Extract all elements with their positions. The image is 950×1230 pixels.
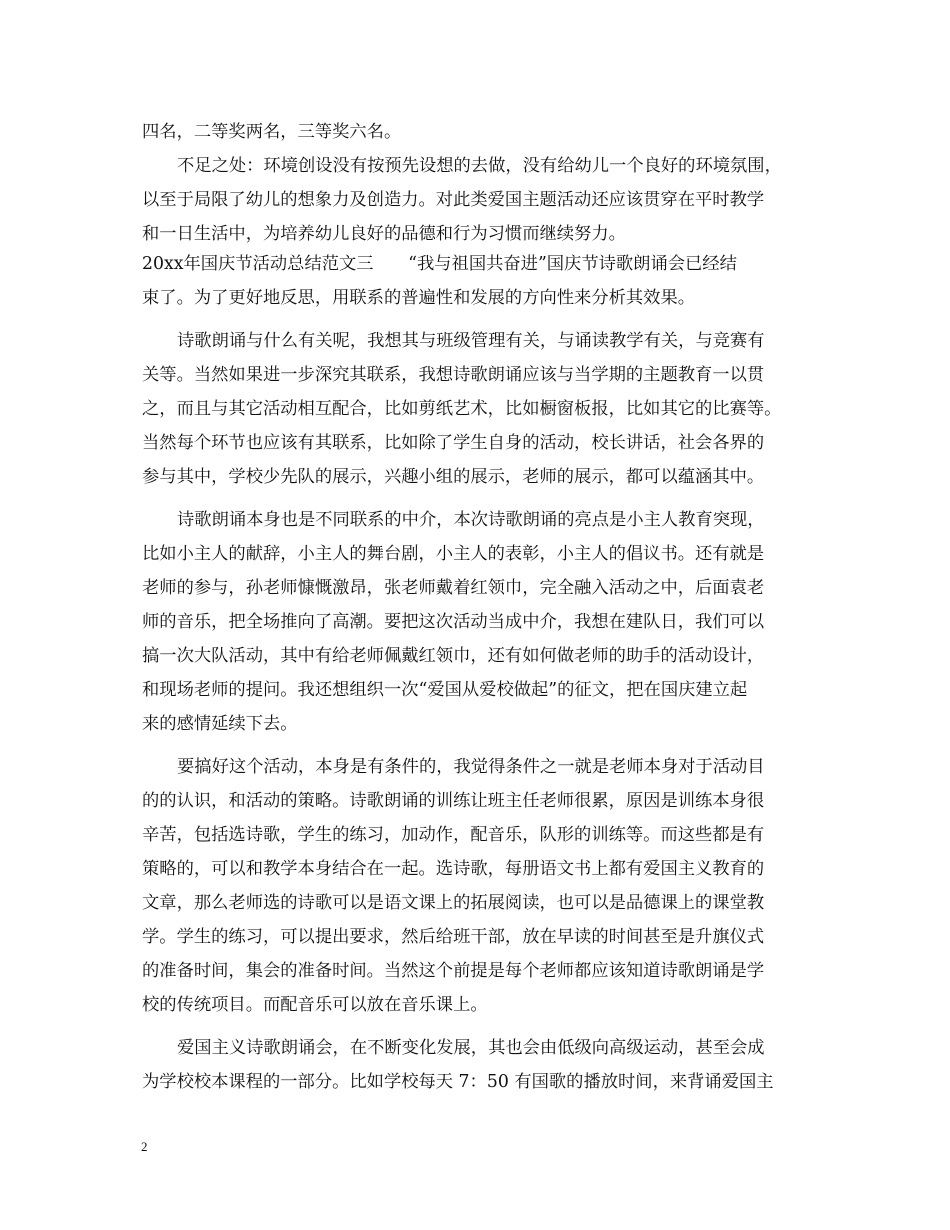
text-line: 和现场老师的提问。我还想组织一次“爱国从爱校做起”的征文，把在国庆建立起 bbox=[142, 680, 748, 700]
text-line: 当然每个环节也应该有其联系，比如除了学生自身的活动，校长讲话，社会各界的 bbox=[142, 433, 765, 453]
text-line: 师的音乐，把全场推向了高潮。要把这次活动当成中介，我想在建队日，我们可以 bbox=[142, 612, 765, 632]
section-heading-line: 20xx年国庆节活动总结范文三 “我与祖国共奋进”国庆节诗歌朗诵会已经结 bbox=[142, 254, 737, 274]
page-number: 2 bbox=[141, 1139, 148, 1154]
text-line: 要搞好这个活动，本身是有条件的，我觉得条件之一就是老师本身对于活动目 bbox=[177, 757, 765, 777]
text-line: 策略的，可以和教学本身结合在一起。选诗歌，每册语文书上都有爱国主义教育的 bbox=[142, 859, 765, 879]
text-line: 的准备时间，集会的准备时间。当然这个前提是每个老师都应该知道诗歌朗诵是学 bbox=[142, 961, 765, 981]
text-line: 比如小主人的献辞，小主人的舞台剧，小主人的表彰，小主人的倡议书。还有就是 bbox=[142, 544, 765, 564]
text-line: 之，而且与其它活动相互配合，比如剪纸艺术，比如橱窗板报，比如其它的比赛等。 bbox=[142, 399, 782, 419]
text-line: 辛苦，包括选诗歌，学生的练习，加动作，配音乐，队形的训练等。而这些都是有 bbox=[142, 825, 765, 845]
text-line: 束了。为了更好地反思，用联系的普遍性和发展的方向性来分析其效果。 bbox=[142, 288, 696, 308]
text-line: 不足之处：环境创设没有按预先设想的去做，没有给幼儿一个良好的环境氛围， bbox=[177, 156, 782, 176]
text-line: 以至于局限了幼儿的想象力及创造力。对此类爱国主题活动还应该贯穿在平时教学 bbox=[142, 190, 765, 210]
text-line: 老师的参与，孙老师慷慨激昂，张老师戴着红领巾，完全融入活动之中，后面袁老 bbox=[142, 578, 765, 598]
text-line: 学。学生的练习，可以提出要求，然后给班干部，放在早读的时间甚至是升旗仪式 bbox=[142, 927, 765, 947]
text-line: 诗歌朗诵与什么有关呢，我想其与班级管理有关，与诵读教学有关，与竞赛有 bbox=[177, 331, 765, 351]
text-line: 文章，那么老师选的诗歌可以是语文课上的拓展阅读，也可以是品德课上的课堂教 bbox=[142, 893, 765, 913]
text-line: 校的传统项目。而配音乐可以放在音乐课上。 bbox=[142, 995, 488, 1015]
text-line: 关等。当然如果进一步深究其联系，我想诗歌朗诵应该与当学期的主题教育一以贯 bbox=[142, 365, 765, 385]
text-line: 诗歌朗诵本身也是不同联系的中介，本次诗歌朗诵的亮点是小主人教育突现， bbox=[177, 510, 765, 530]
text-line: 四名，二等奖两名，三等奖六名。 bbox=[142, 122, 402, 142]
text-line: 搞一次大队活动，其中有给老师佩戴红领巾，还有如何做老师的助手的活动设计， bbox=[142, 646, 765, 666]
text-line: 和一日生活中，为培养幼儿良好的品德和行为习惯而继续努力。 bbox=[142, 224, 626, 244]
text-line: 为学校校本课程的一部分。比如学校每天 7：50 有国歌的播放时间，来背诵爱国主 bbox=[142, 1072, 774, 1092]
text-line: 的的认识，和活动的策略。诗歌朗诵的训练让班主任老师很累，原因是训练本身很 bbox=[142, 791, 765, 811]
text-line: 参与其中，学校少先队的展示，兴趣小组的展示，老师的展示，都可以蕴涵其中。 bbox=[142, 467, 765, 487]
text-line: 来的感情延续下去。 bbox=[142, 714, 298, 734]
text-line: 爱国主义诗歌朗诵会，在不断变化发展，其也会由低级向高级运动，甚至会成 bbox=[177, 1038, 765, 1058]
